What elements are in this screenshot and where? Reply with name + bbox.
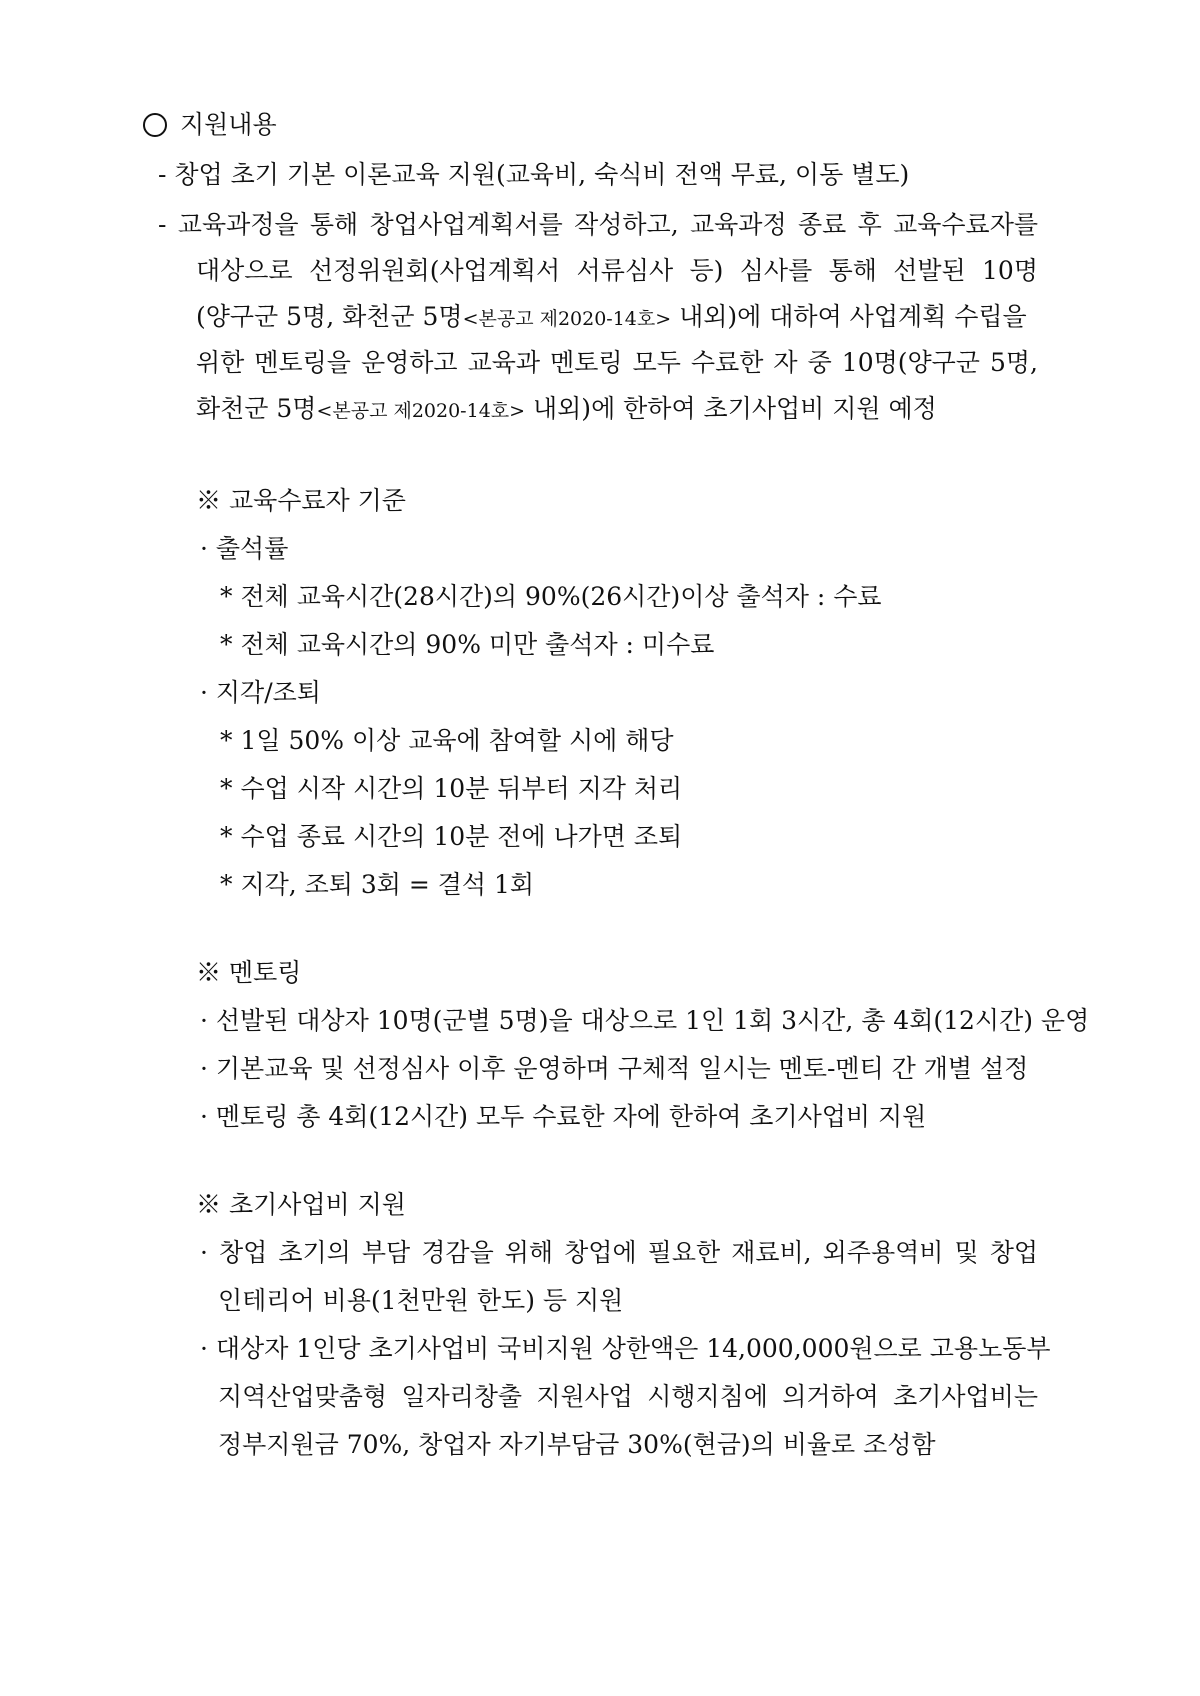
intro-line-3-text-a: (양구군 5명, 화천군 5명 [196, 302, 463, 331]
mentoring-item: · 기본교육 및 선정심사 이후 운영하며 구체적 일시는 멘토-멘티 간 개별 설정 [200, 1054, 1029, 1083]
circle-bullet-icon [143, 113, 167, 137]
intro-line-3-text-b: 내외)에 대하여 사업계획 수립을 [671, 302, 1027, 331]
mentoring-item: · 멘토링 총 4회(12시간) 모두 수료한 자에 한하여 초기사업비 지원 [200, 1102, 927, 1131]
criteria-subitem: * 지각, 조퇴 3회 = 결석 1회 [220, 870, 535, 899]
section-heading: 지원내용 [180, 110, 277, 139]
funds-item-2-line-3: 정부지원금 70%, 창업자 자기부담금 30%(현금)의 비율로 조성함 [218, 1430, 936, 1459]
intro-bullet-2-line-4: 위한 멘토링을 운영하고 교육과 멘토링 모두 수료한 자 중 10명(양구군 5명, [196, 348, 1038, 377]
section-title-initial-business-funds: ※ 초기사업비 지원 [196, 1190, 406, 1219]
criteria-subitem: * 전체 교육시간(28시간)의 90%(26시간)이상 출석자 : 수료 [220, 582, 882, 611]
criteria-item-attendance: · 출석률 [200, 534, 289, 563]
section-title-completion-criteria: ※ 교육수료자 기준 [196, 486, 406, 515]
funds-item-1-line-2: 인테리어 비용(1천만원 한도) 등 지원 [218, 1286, 624, 1315]
intro-bullet-2-line-1: - 교육과정을 통해 창업사업계획서를 작성하고, 교육과정 종료 후 교육수료자를 [158, 210, 1038, 239]
criteria-subitem: * 전체 교육시간의 90% 미만 출석자 : 미수료 [220, 630, 715, 659]
intro-bullet-2-line-3 [196, 300, 1038, 336]
criteria-subitem: * 수업 시작 시간의 10분 뒤부터 지각 처리 [220, 774, 683, 803]
intro-bullet-1: - 창업 초기 기본 이론교육 지원(교육비, 숙식비 전액 무료, 이동 별도) [158, 160, 910, 189]
notice-reference: <본공고 제2020-14호> [462, 308, 672, 330]
funds-item-1-line-1: · 창업 초기의 부담 경감을 위해 창업에 필요한 재료비, 외주용역비 및 창업 [200, 1238, 1038, 1267]
mentoring-item: · 선발된 대상자 10명(군별 5명)을 대상으로 1인 1회 3시간, 총 4회(12시간) 운영 [200, 1006, 1090, 1035]
intro-line-5-text-a: 화천군 5명 [196, 394, 317, 423]
criteria-item-lateness: · 지각/조퇴 [200, 678, 321, 707]
section-title-mentoring: ※ 멘토링 [196, 958, 302, 987]
criteria-subitem: * 수업 종료 시간의 10분 전에 나가면 조퇴 [220, 822, 683, 851]
notice-reference: <본공고 제2020-14호> [316, 400, 526, 422]
criteria-subitem: * 1일 50% 이상 교육에 참여할 시에 해당 [220, 726, 674, 755]
funds-item-2-line-1: · 대상자 1인당 초기사업비 국비지원 상한액은 14,000,000원으로 고용노동부 [200, 1334, 1051, 1363]
intro-line-5-text-b: 내외)에 한하여 초기사업비 지원 예정 [525, 394, 937, 423]
intro-bullet-2-line-5 [196, 392, 937, 428]
funds-item-2-line-2: 지역산업맞춤형 일자리창출 지원사업 시행지침에 의거하여 초기사업비는 [218, 1382, 1038, 1411]
intro-bullet-2-line-2: 대상으로 선정위원회(사업계획서 서류심사 등) 심사를 통해 선발된 10명 [196, 256, 1038, 285]
